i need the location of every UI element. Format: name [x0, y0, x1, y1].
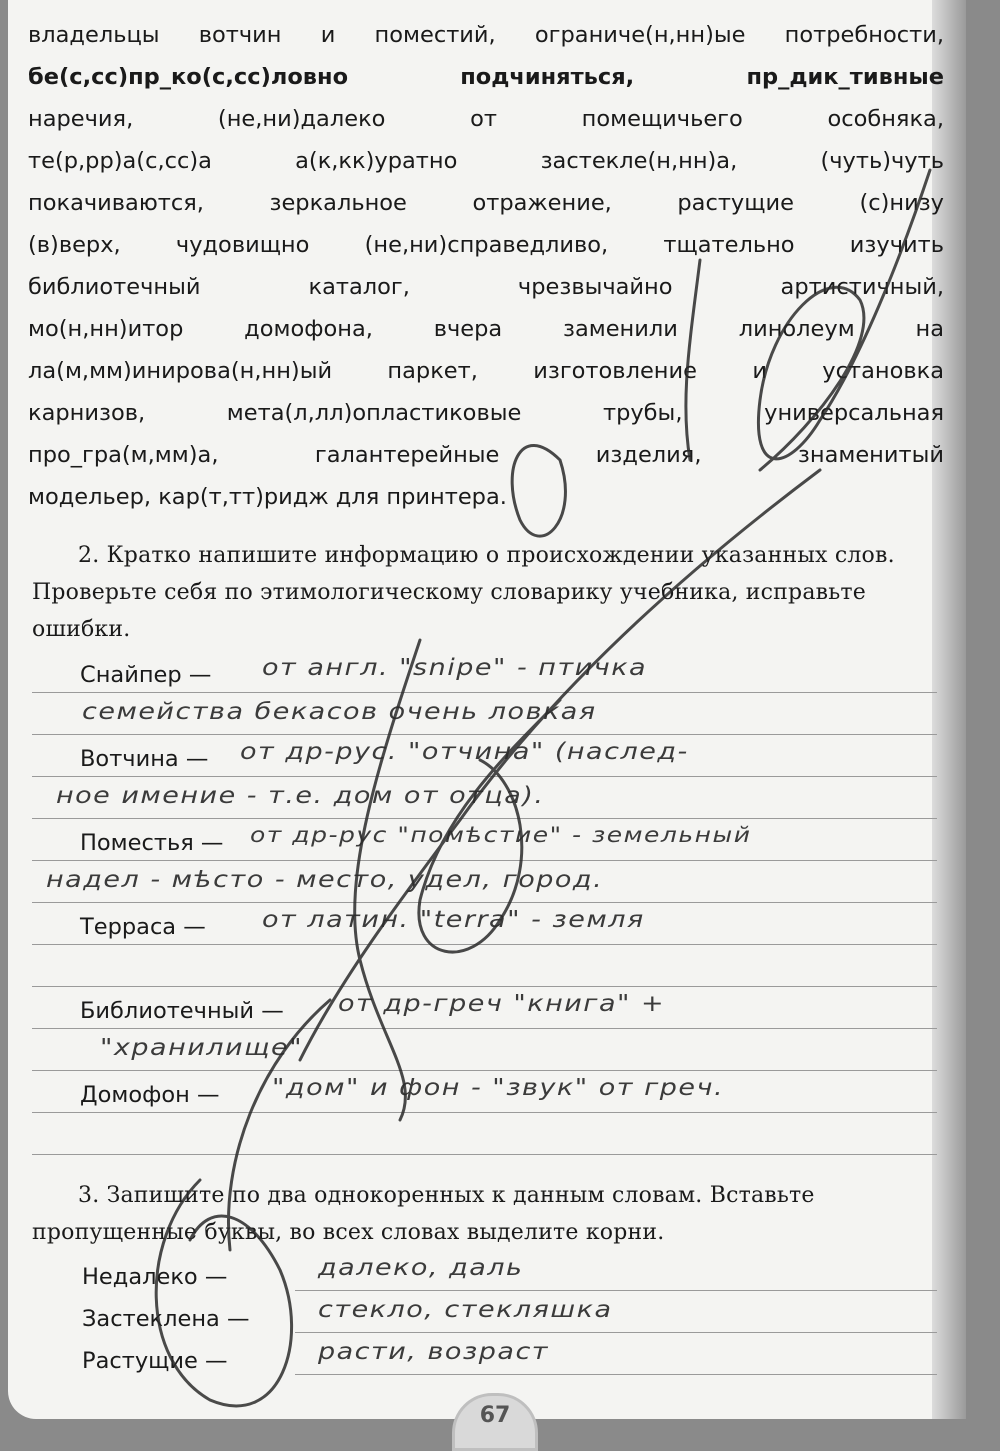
handwritten-answer: от др-греч "книга" +: [338, 990, 666, 1017]
handwritten-answer: далеко, даль: [318, 1254, 524, 1281]
ex1-line: карнизов, мета(л,лл)опластиковые трубы, универсальная: [28, 400, 944, 426]
handwritten-answer: семейства бекасов очень ловкая: [82, 698, 597, 725]
handwritten-answer: стекло, стекляшка: [318, 1296, 613, 1323]
handwritten-answer: от др-рус "помѣстие" - земельный: [250, 822, 752, 847]
exercise-3-instruction: 3. Запишите по два однокоренных к данным словам. Вставьте пропущенные буквы, во всех словах выделите корни.: [32, 1183, 815, 1245]
word-label: Поместья —: [80, 830, 224, 856]
word-label: Библиотечный —: [80, 998, 284, 1024]
ex1-line: (в)верх, чудовищно (не,ни)справедливо, тщательно изучить: [28, 232, 944, 258]
answer-line: [32, 1112, 937, 1155]
ex1-line: мо(н,нн)итор домофона, вчера заменили линолеум на: [28, 316, 944, 342]
handwritten-answer: ное имение - т.е. дом от отца).: [56, 782, 545, 809]
handwritten-answer: от латин. "terra" - земля: [262, 906, 645, 933]
handwritten-answer: "дом" и фон - "звук" от греч.: [272, 1074, 725, 1101]
page-number: 67: [452, 1393, 538, 1451]
ex1-line: про_гра(м,мм)а, галантерейные изделия, знаменитый: [28, 442, 944, 468]
exercise-1-text: [28, 14, 944, 518]
handwritten-answer: надел - мѣсто - место, удел, город.: [46, 866, 604, 893]
ex1-line: бе(с,сс)пр_ко(с,сс)ловно подчиняться, пр_дик_тивные: [28, 64, 944, 90]
ex1-line: ла(м,мм)инирова(н,нн)ый паркет, изготовление и установка: [28, 358, 944, 384]
word-label: Недалеко —: [82, 1264, 228, 1290]
answer-line: [32, 944, 937, 987]
word-label: Терраса —: [80, 914, 206, 940]
word-label: Растущие —: [82, 1348, 228, 1374]
ex1-line: модельер, кар(т,тт)ридж для принтера.: [28, 484, 507, 510]
ex1-line: те(р,рр)а(с,сс)а а(к,кк)уратно застекле(н,нн)а, (чуть)чуть: [28, 148, 944, 174]
ex1-line: владельцы вотчин и поместий, ограниче(н,нн)ые потребности,: [28, 22, 944, 48]
exercise-2-instruction: 2. Кратко напишите информацию о происхождении указанных слов. Проверьте себя по этимологическому словарику учебника, исправьте ошибки.: [32, 543, 895, 642]
word-label: Снайпер —: [80, 662, 212, 688]
handwritten-answer: расти, возраст: [318, 1338, 550, 1365]
handwritten-answer: от англ. "snipe" - птичка: [262, 654, 648, 681]
word-label: Домофон —: [80, 1082, 220, 1108]
ex1-line: библиотечный каталог, чрезвычайно артистичный,: [28, 274, 944, 300]
handwritten-answer: "хранилище": [100, 1034, 304, 1061]
ex1-line: покачиваются, зеркальное отражение, растущие (с)низу: [28, 190, 944, 216]
word-label: Вотчина —: [80, 746, 209, 772]
word-label: Застеклена —: [82, 1306, 250, 1332]
handwritten-answer: от др-рус. "отчина" (наслед-: [240, 738, 689, 765]
ex1-line: наречия, (не,ни)далеко от помещичьего особняка,: [28, 106, 944, 132]
